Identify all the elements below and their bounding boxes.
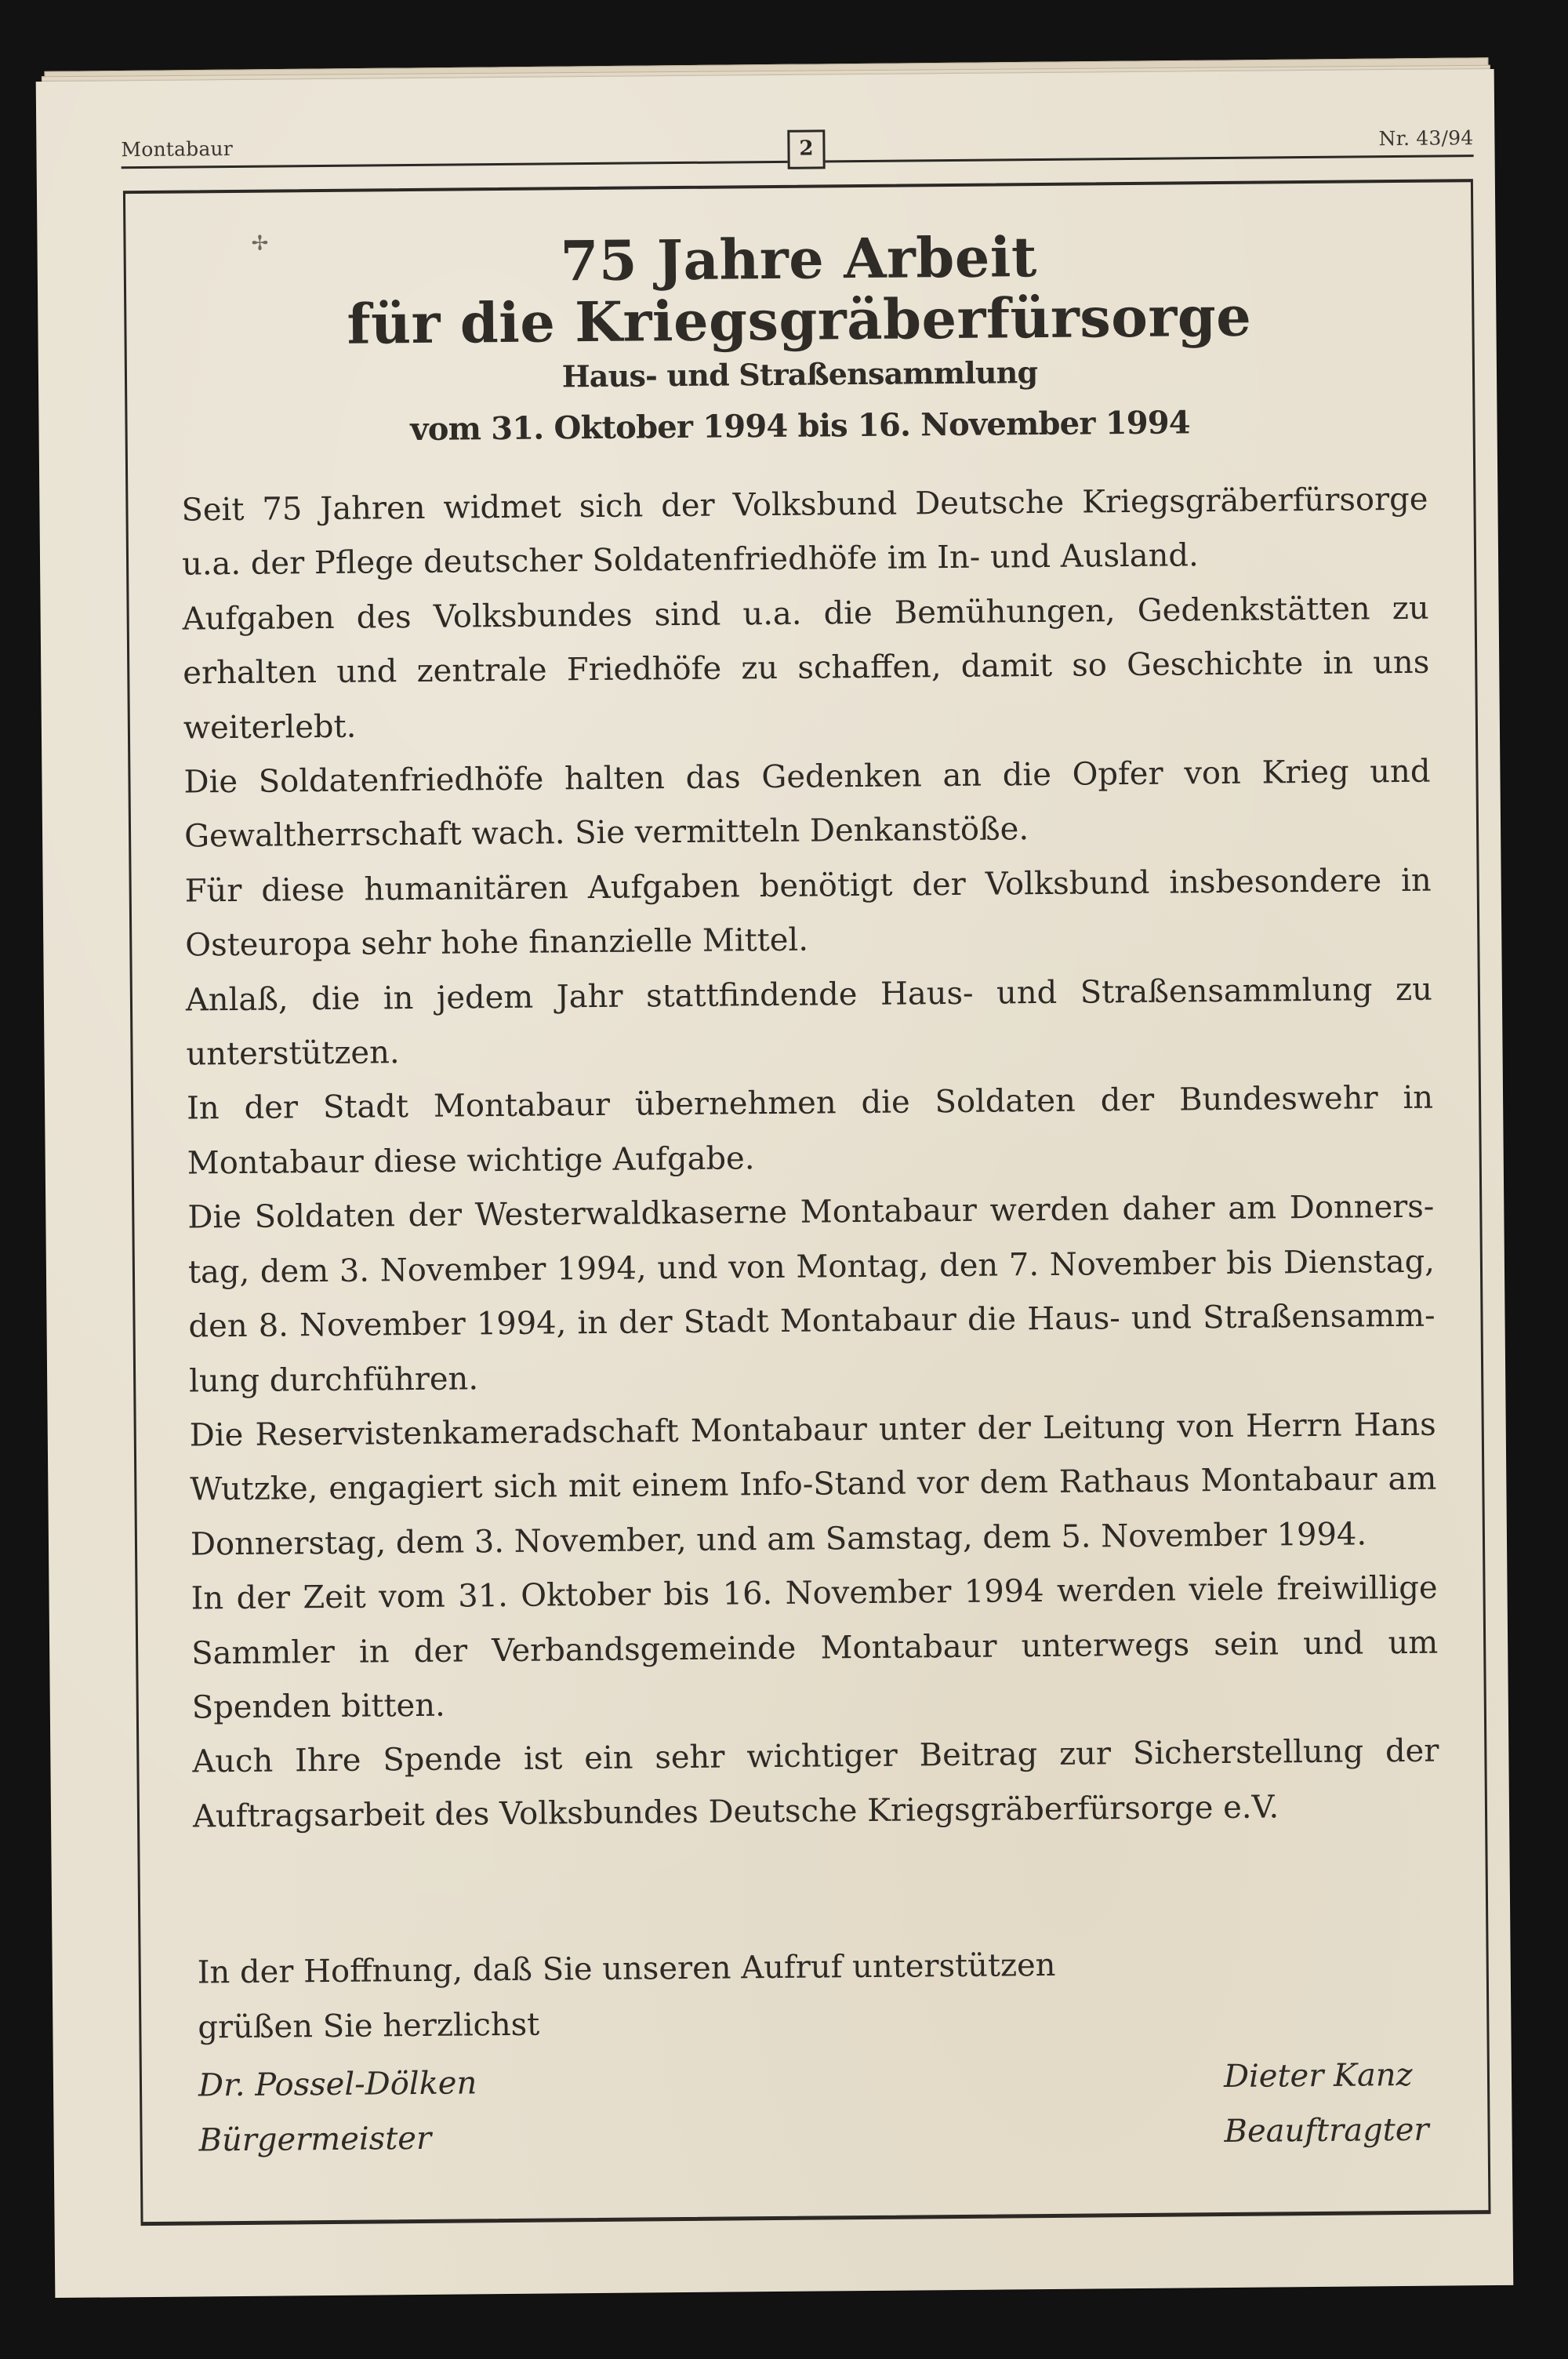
paragraph: Die Reservistenkameradschaft Montabaur unter der Leitung von Herrn Hans Wutzke, engagiert sich mit einem Info-Stand vor dem Rathaus Montabaur am Donnerstag, dem 3. November, und am Samstag, dem 5. November 1994. [189, 1406, 1437, 1563]
running-header [121, 116, 1473, 169]
signatory-name: Dieter Kanz [1223, 2056, 1413, 2095]
signature-commissioner [1224, 2048, 1429, 2159]
paragraph: Die Soldaten der Westerwaldkaserne Montabaur werden daher am Donnerstag, dem 3. November 1994, und von Montag, den 7. November bis Dienstag, den 8. November 1994, in der Stadt Montabaur die Haus- und Straßensammlung durchführen. [187, 1188, 1436, 1400]
headline-line-2: für die Kriegsgräberfürsorge [347, 283, 1252, 357]
paragraph: Auch Ihre Spende ist ein sehr wichtiger Beitrag zur Sicherstellung der Auftragsarbeit des Volksbundes Deutsche Kriegsgräberfürsorge e.V. [192, 1732, 1439, 1835]
closing [197, 1938, 1056, 2055]
closing-line: In der Hoffnung, daß Sie unseren Aufruf unterstützen [197, 1946, 1056, 1991]
signatory-name: Dr. Possel-Dölken [198, 2065, 477, 2104]
signatory-role: Bürgermeister [198, 2120, 432, 2159]
signatory-role: Beauftragter [1224, 2111, 1429, 2150]
paragraph: Aufgaben des Volksbundes sind u.a. die Bemühungen, Gedenkstätten zu erhalten und zentrale Friedhöfe zu schaffen, damit so Geschichte in uns weiterlebt. [182, 590, 1430, 747]
body-text [181, 473, 1439, 1845]
paragraph: Anlaß, die in jedem Jahr stattfindende Haus- und Straßensammlung zu unterstützen. [185, 971, 1433, 1073]
print-speck-icon: ✢ [251, 231, 269, 256]
subtitle: Haus- und Straßensammlung [561, 354, 1038, 394]
page-number-box [787, 129, 825, 169]
paragraph: Die Soldatenfriedhöfe halten das Gedenken an die Opfer von Krieg und Gewaltherrschaft wach. Sie vermitteln Denkanstöße. [183, 753, 1431, 855]
headline [125, 223, 1472, 357]
issue-number: Nr. 43/94 [1378, 126, 1474, 151]
paragraph: In der Zeit vom 31. Oktober bis 16. November 1994 werden viele freiwillige Sammler in der Verbandsgemeinde Montabaur unterwegs sein und um Spenden bitten. [191, 1569, 1439, 1726]
closing-line: grüßen Sie herzlichst [198, 2006, 540, 2046]
page-number: 2 [799, 136, 814, 161]
paragraph: Seit 75 Jahren widmet sich der Volksbund Deutsche Kriegsgräberfürsorge u.a. der Pflege deutscher Soldatenfriedhöfe im In- und Ausland. [181, 481, 1428, 583]
paragraph: In der Stadt Montabaur übernehmen die Soldaten der Bundeswehr in Montabaur diese wichtige Aufgabe. [186, 1080, 1434, 1182]
signature-mayor [198, 2055, 477, 2168]
headline-line-1: 75 Jahre Arbeit [560, 224, 1038, 294]
publication-name: Montabaur [121, 136, 234, 162]
announcement-frame [123, 179, 1491, 2226]
newspaper-page [36, 69, 1514, 2298]
date-range: vom 31. Oktober 1994 bis 16. November 1994 [410, 404, 1191, 449]
paragraph: Für diese humanitären Aufgaben benötigt der Volksbund insbesondere in Osteuropa sehr hohe finanzielle Mittel. [184, 862, 1432, 964]
